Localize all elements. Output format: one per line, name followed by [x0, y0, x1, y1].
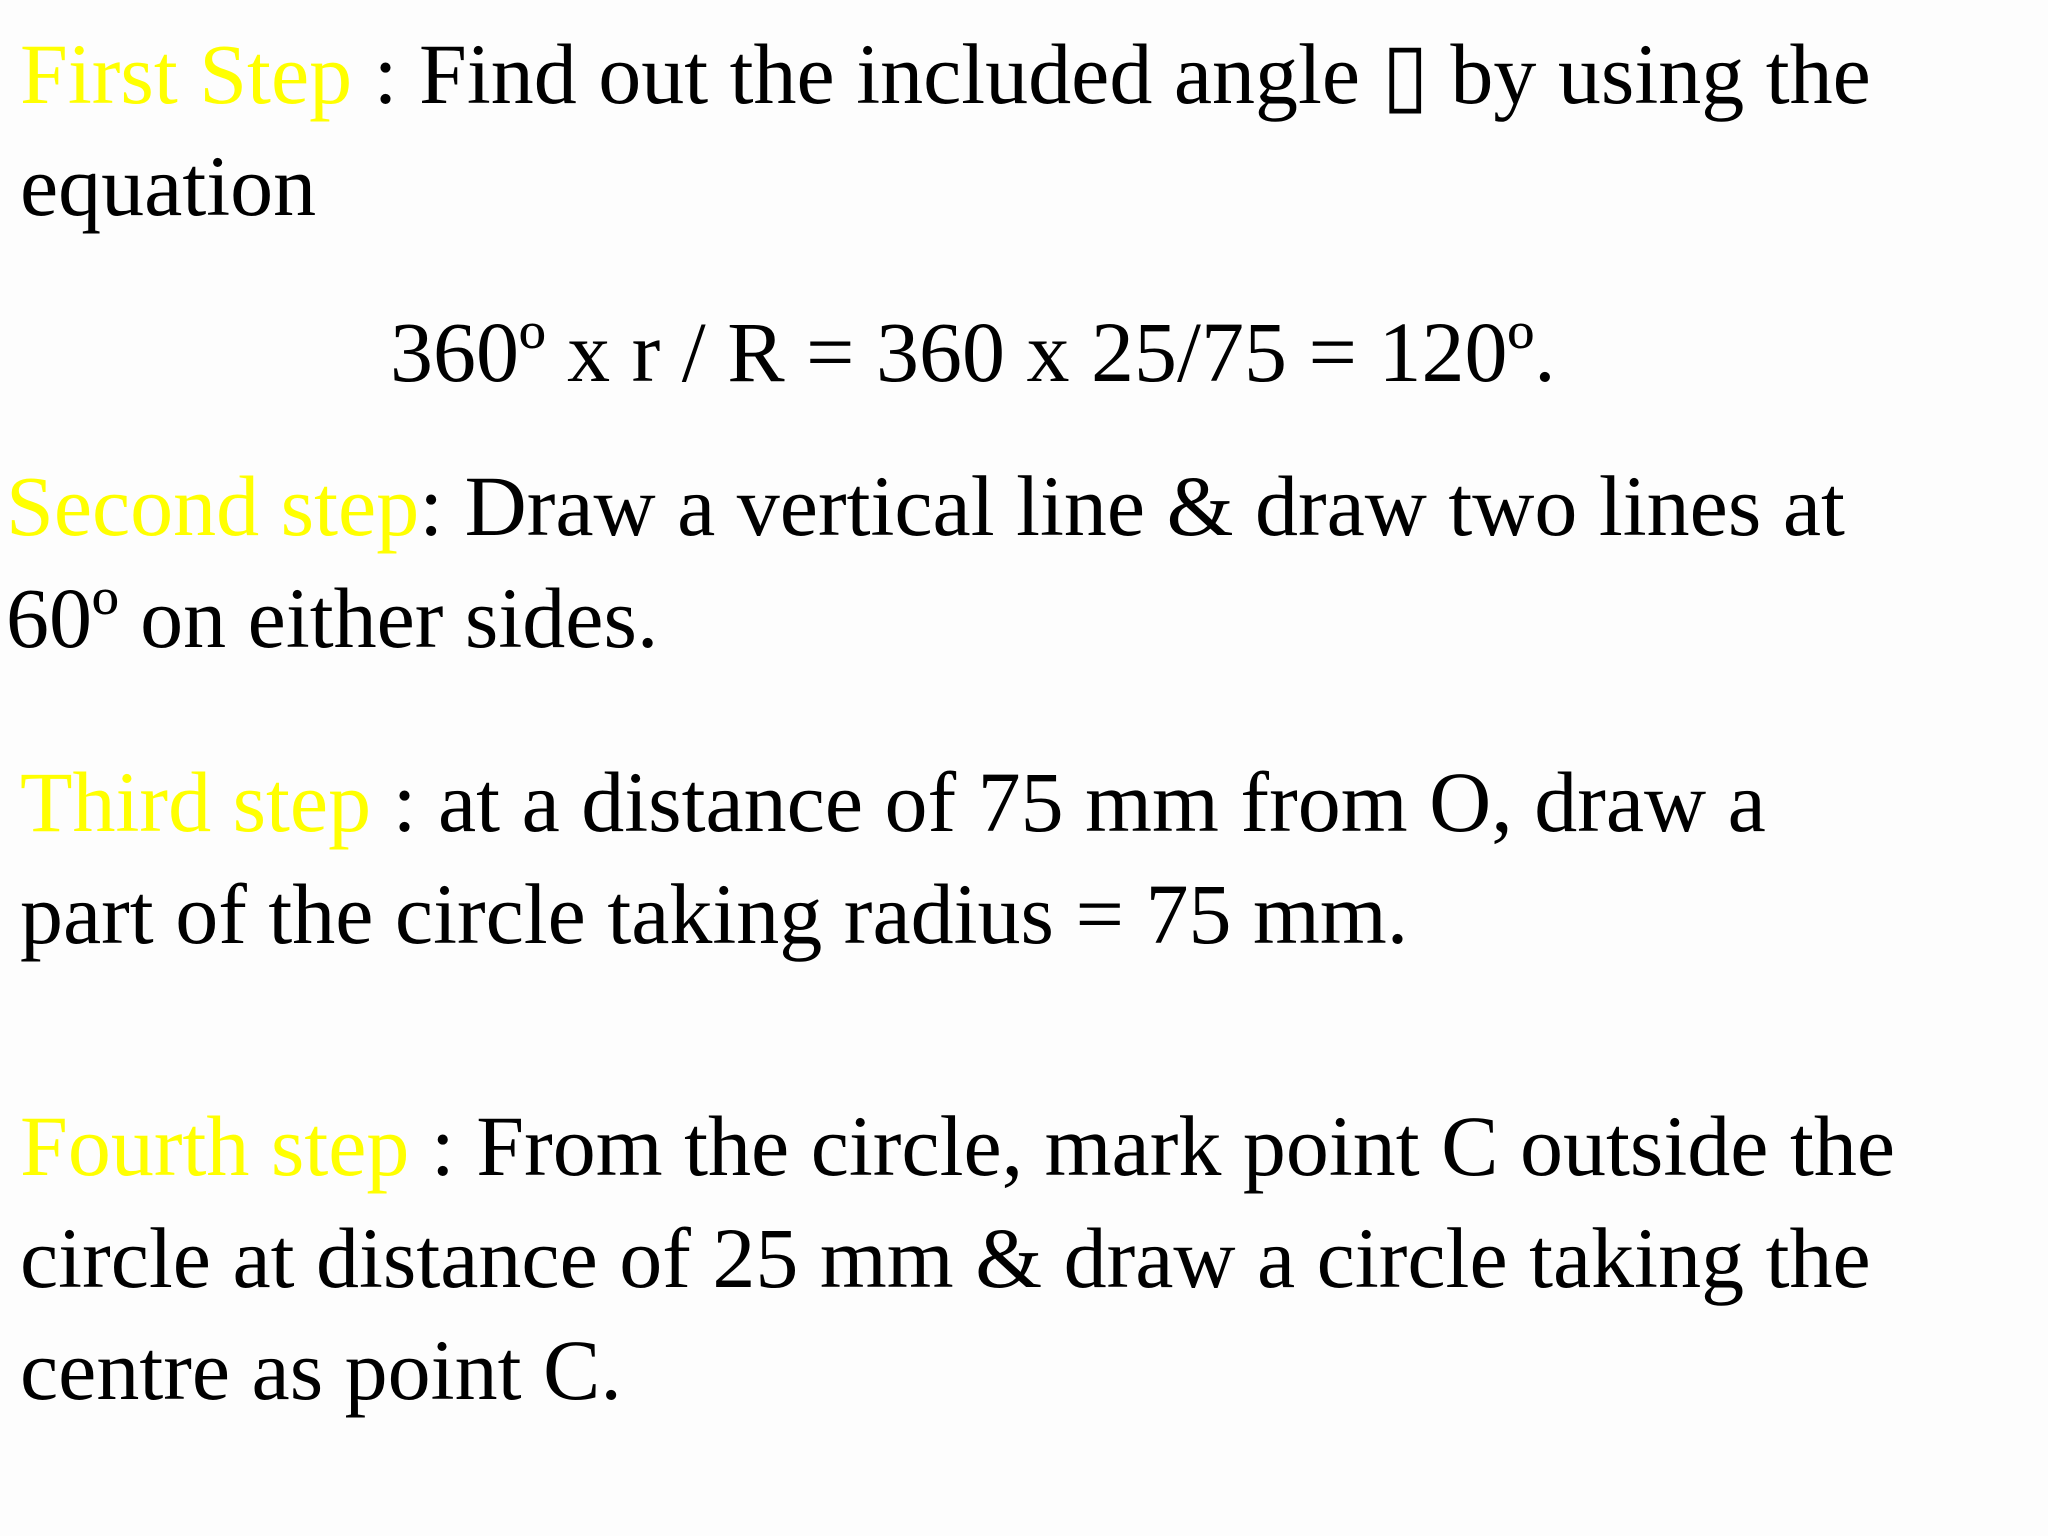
angle-equation: [390, 296, 1556, 408]
third-step-paragraph: [20, 746, 1766, 970]
equation-text: 360º x r / R = 360 x 25/75 = 120º.: [390, 304, 1556, 400]
second-step-line-2: 60º on either sides.: [6, 570, 659, 666]
fourth-step-line-2: circle at distance of 25 mm & draw a circle taking the: [20, 1210, 1871, 1306]
third-step-line-1: [20, 746, 1766, 858]
first-step-text: : Find out the included angle ▯ by using the: [352, 26, 1871, 122]
first-step-line-2: equation: [20, 138, 317, 234]
third-step-label: Third step: [20, 754, 372, 850]
second-step-text: : Draw a vertical line & draw two lines at: [419, 458, 1845, 554]
third-step-line-2: part of the circle taking radius = 75 mm.: [20, 866, 1409, 962]
first-step-paragraph: [20, 18, 1871, 242]
fourth-step-line-1: [20, 1090, 1895, 1202]
fourth-step-text: : From the circle, mark point C outside the: [409, 1098, 1896, 1194]
first-step-label: First Step: [20, 26, 353, 122]
first-step-line-1: [20, 18, 1871, 130]
second-step-paragraph: [6, 450, 1845, 674]
fourth-step-paragraph: [20, 1090, 1895, 1426]
third-step-text: : at a distance of 75 mm from O, draw a: [371, 754, 1766, 850]
second-step-line-1: [6, 450, 1845, 562]
fourth-step-line-3: centre as point C.: [20, 1322, 622, 1418]
second-step-label: Second step: [6, 458, 420, 554]
fourth-step-label: Fourth step: [20, 1098, 410, 1194]
